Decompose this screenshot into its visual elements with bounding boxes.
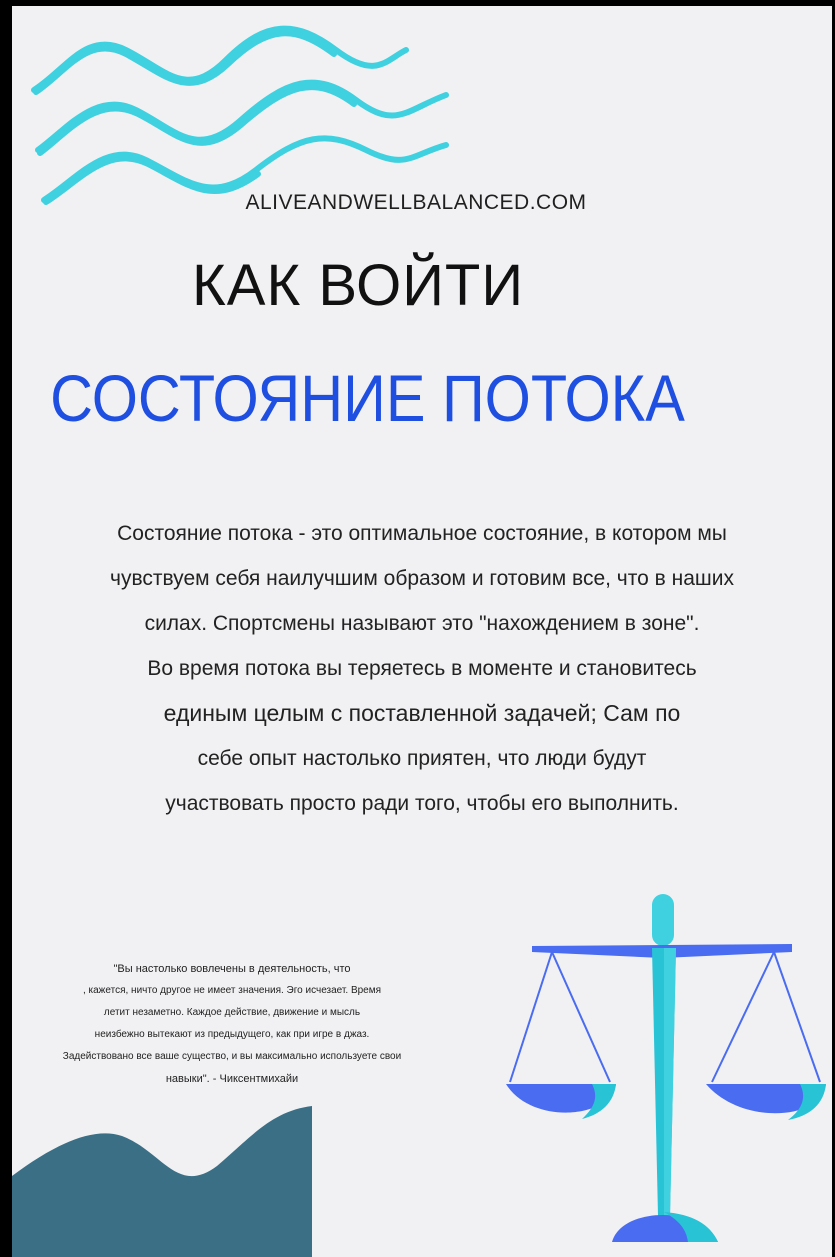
body-line: силах. Спортсмены называют это "нахождением в зоне".	[144, 612, 700, 635]
title-line-1: КАК ВОЙТИ	[191, 253, 525, 318]
body-line: Во время потока вы теряетесь в моменте и становитесь	[147, 657, 697, 680]
body-line: себе опыт настолько приятен, что люди будут	[197, 747, 647, 770]
quote-line: , кажется, ничто другое не имеет значения. Эго исчезает. Время	[82, 985, 382, 996]
title-line-2: СОСТОЯНИЕ ПОТОКА	[50, 361, 685, 435]
body-line: Состояние потока - это оптимальное состояние, в котором мы	[117, 522, 727, 545]
waves-icon	[26, 10, 466, 210]
quote-line: навыки". - Чиксентмихайи	[165, 1073, 299, 1085]
body-line: единым целым с поставленной задачей; Сам по	[163, 700, 681, 726]
quote-line: Задействовано все ваше существо, и вы максимально используете свои	[62, 1051, 402, 1062]
quote-line: "Вы настолько вовлечены в деятельность, что	[113, 963, 351, 975]
quote-line: летит незаметно. Каждое действие, движение и мысль	[103, 1007, 361, 1018]
body-line: участвовать просто ради того, чтобы его выполнить.	[165, 792, 679, 815]
body-line: чувствуем себя наилучшим образом и готовим все, что в наших	[110, 567, 734, 590]
body-paragraph	[52, 511, 792, 826]
site-url: ALIVEANDWELLBALANCED.COM	[245, 191, 587, 214]
quote-block	[22, 958, 442, 1090]
quote-line: неизбежно вытекают из предыдущего, как при игре в джаз.	[94, 1029, 370, 1040]
balance-scale-icon	[492, 886, 832, 1257]
hill-shape	[12, 1106, 432, 1257]
poster	[12, 6, 832, 1257]
